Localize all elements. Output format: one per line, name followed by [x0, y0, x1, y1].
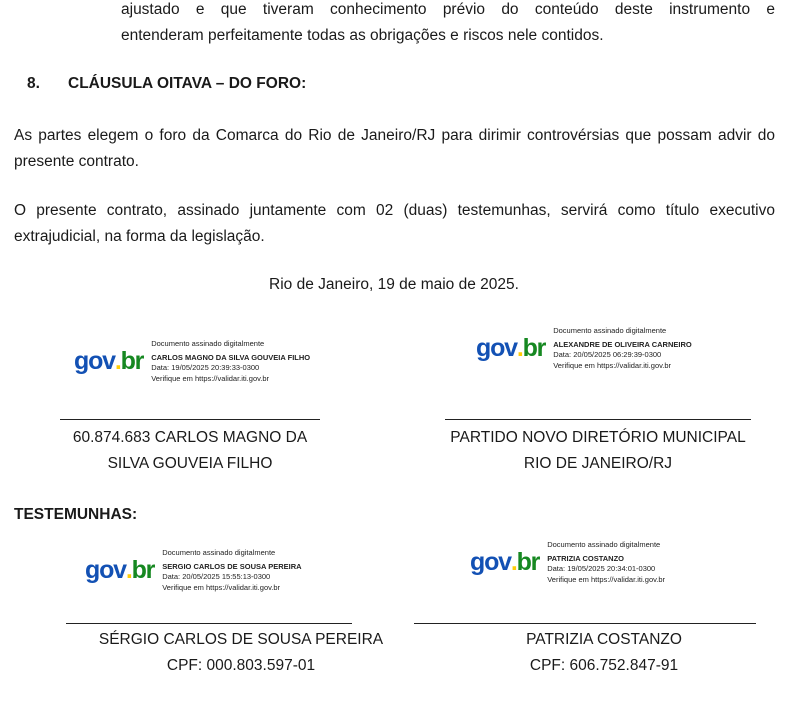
digital-signature-stamp-witness2 — [470, 540, 665, 585]
stamp-header: Documento assinado digitalmente — [162, 548, 276, 557]
stamp-verify: Verifique em https://validar.iti.gov.br — [547, 574, 666, 584]
place-date: Rio de Janeiro, 19 de maio de 2025. — [269, 276, 519, 293]
stamp-date: Data: 19/05/2025 20:34:01-0300 — [547, 564, 656, 573]
govbr-logo: gov . br — [85, 556, 155, 584]
witness1-name — [41, 627, 441, 679]
stamp-header: Documento assinado digitalmente — [547, 540, 661, 549]
clause-number: 8. — [27, 75, 40, 92]
stamp-verify: Verifique em https://validar.iti.gov.br — [553, 360, 672, 370]
stamp-signer-name: ALEXANDRE DE OLIVEIRA CARNEIRO — [553, 339, 692, 349]
stamp-date: Data: 19/05/2025 20:39:33-0300 — [151, 363, 260, 372]
party2-name-line1: PARTIDO NOVO DIRETÓRIO MUNICIPAL — [450, 429, 746, 446]
govbr-logo: gov . br — [74, 347, 144, 375]
signature-line-party1 — [60, 419, 320, 420]
digital-signature-stamp-witness1 — [85, 548, 302, 593]
stamp-date: Data: 20/05/2025 15:55:13-0300 — [162, 572, 271, 581]
stamp-signer-name: PATRIZIA COSTANZO — [547, 553, 625, 563]
party1-name-line2: SILVA GOUVEIA FILHO — [107, 455, 273, 472]
party2-name-line2: RIO DE JANEIRO/RJ — [523, 455, 673, 472]
signature-line-witness2 — [414, 623, 756, 624]
stamp-signer-name: CARLOS MAGNO DA SILVA GOUVEIA FILHO — [151, 352, 311, 362]
stamp-date: Data: 20/05/2025 06:29:39-0300 — [553, 350, 662, 359]
signature-line-party2 — [445, 419, 751, 420]
stamp-verify: Verifique em https://validar.iti.gov.br — [151, 373, 270, 383]
signature-line-witness1 — [66, 623, 352, 624]
intro-paragraph — [121, 0, 775, 49]
witness2-full-name: PATRIZIA COSTANZO — [526, 631, 682, 648]
paragraph-forum: As partes elegem o foro da Comarca do Rio de Janeiro/RJ para dirimir controvérsias que possam advir do presente contrato. — [14, 127, 775, 170]
intro-line-1: ajustado e que tiveram conhecimento prévio do conteúdo deste instrumento e — [121, 1, 775, 18]
digital-signature-stamp-party2 — [476, 326, 692, 371]
stamp-verify: Verifique em https://validar.iti.gov.br — [162, 582, 281, 592]
stamp-header: Documento assinado digitalmente — [553, 326, 667, 335]
stamp-details — [162, 548, 301, 593]
party1-name-line1: 60.874.683 CARLOS MAGNO DA — [72, 429, 308, 446]
paragraph-executive-title: O presente contrato, assinado juntamente com 02 (duas) testemunhas, servirá como título executivo extrajudicial, na forma da legislação. — [14, 202, 775, 245]
digital-signature-stamp-party1 — [74, 339, 310, 384]
witnesses-heading: TESTEMUNHAS: — [14, 506, 138, 523]
witness1-full-name: SÉRGIO CARLOS DE SOUSA PEREIRA — [98, 631, 384, 648]
clause-title: CLÁUSULA OITAVA – DO FORO: — [68, 75, 307, 92]
witness2-cpf: CPF: 606.752.847-91 — [529, 657, 679, 674]
stamp-details — [151, 339, 310, 384]
party1-name — [20, 425, 360, 477]
govbr-logo: gov . br — [476, 334, 546, 362]
stamp-signer-name: SERGIO CARLOS DE SOUSA PEREIRA — [162, 561, 302, 571]
stamp-header: Documento assinado digitalmente — [151, 339, 265, 348]
govbr-logo: gov . br — [470, 548, 540, 576]
stamp-details — [553, 326, 691, 371]
stamp-details — [547, 540, 665, 585]
witness2-name — [434, 627, 774, 679]
party2-name — [425, 425, 771, 477]
witness1-cpf: CPF: 000.803.597-01 — [166, 657, 316, 674]
intro-line-2: entenderam perfeitamente todas as obrigações e riscos nele contidos. — [121, 27, 604, 44]
